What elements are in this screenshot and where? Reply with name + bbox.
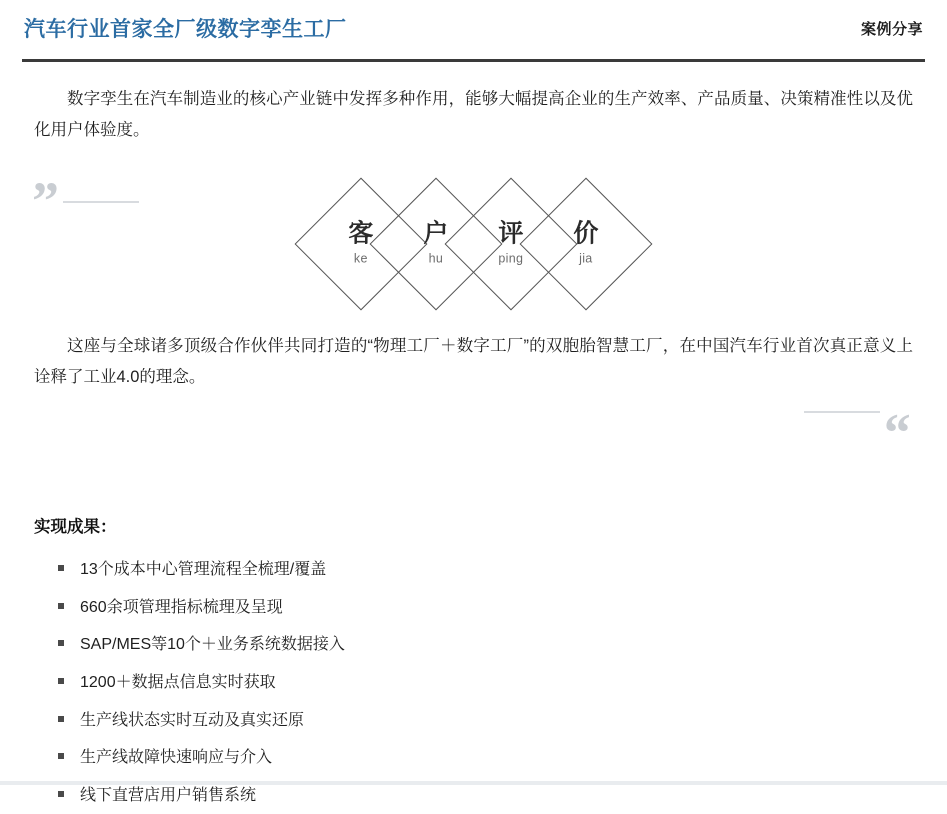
customer-review-section (26, 171, 921, 479)
footer-divider (0, 781, 947, 785)
quote-rule-end (804, 411, 880, 413)
quote-open-mark (32, 171, 139, 232)
list-item: 线下直营店用户销售系统 (58, 777, 913, 814)
quote-rule (63, 201, 139, 203)
diamond-char-ping: 评 (498, 220, 524, 249)
list-item: 生产线故障快速响应与介入 (58, 739, 913, 777)
diamond-pinyin-jia: jia (579, 252, 593, 267)
results-section (26, 513, 921, 814)
intro-paragraph: 数字孪生在汽车制造业的核心产业链中发挥多种作用，能够大幅提高企业的生产效率、产品质量、决策精准性以及优化用户体验度。 (34, 90, 913, 139)
header-category-label: 案例分享 (860, 21, 923, 39)
list-item: 1200＋数据点信息实时获取 (58, 664, 913, 702)
results-list (34, 551, 913, 814)
customer-review-logo (26, 171, 921, 309)
results-title: 实现成果： (34, 518, 117, 537)
quote-glyph-icon: ” (32, 171, 57, 232)
header-divider (22, 59, 925, 62)
diamond-shape-jia (520, 178, 653, 311)
quote-glyph-end-icon: ” (886, 382, 911, 443)
quote-close-mark (804, 382, 911, 443)
list-item: 660余项管理指标梳理及呈现 (58, 589, 913, 627)
customer-review-text: 这座与全球诸多顶级合作伙伴共同打造的“物理工厂＋数字工厂”的双胞胎智慧工厂，在中国汽车行业首次真正意义上诠释了工业4.0的理念。 (34, 337, 913, 386)
diamond-pinyin-hu: hu (428, 252, 444, 267)
diamond-char-hu: 户 (423, 220, 449, 249)
page-title: 汽车行业首家全厂级数字孪生工厂 (24, 18, 347, 41)
list-item: SAP/MES等10个＋业务系统数据接入 (58, 626, 913, 664)
document-header (0, 0, 947, 51)
list-item: 生产线状态实时互动及真实还原 (58, 702, 913, 740)
document-content (0, 84, 947, 814)
diamond-char-ke: 客 (348, 220, 374, 249)
diamond-pinyin-ping: ping (498, 252, 524, 267)
list-item: 13个成本中心管理流程全梳理/覆盖 (58, 551, 913, 589)
diamond-pinyin-ke: ke (354, 252, 368, 267)
diamond-char-jia: 价 (573, 220, 599, 249)
